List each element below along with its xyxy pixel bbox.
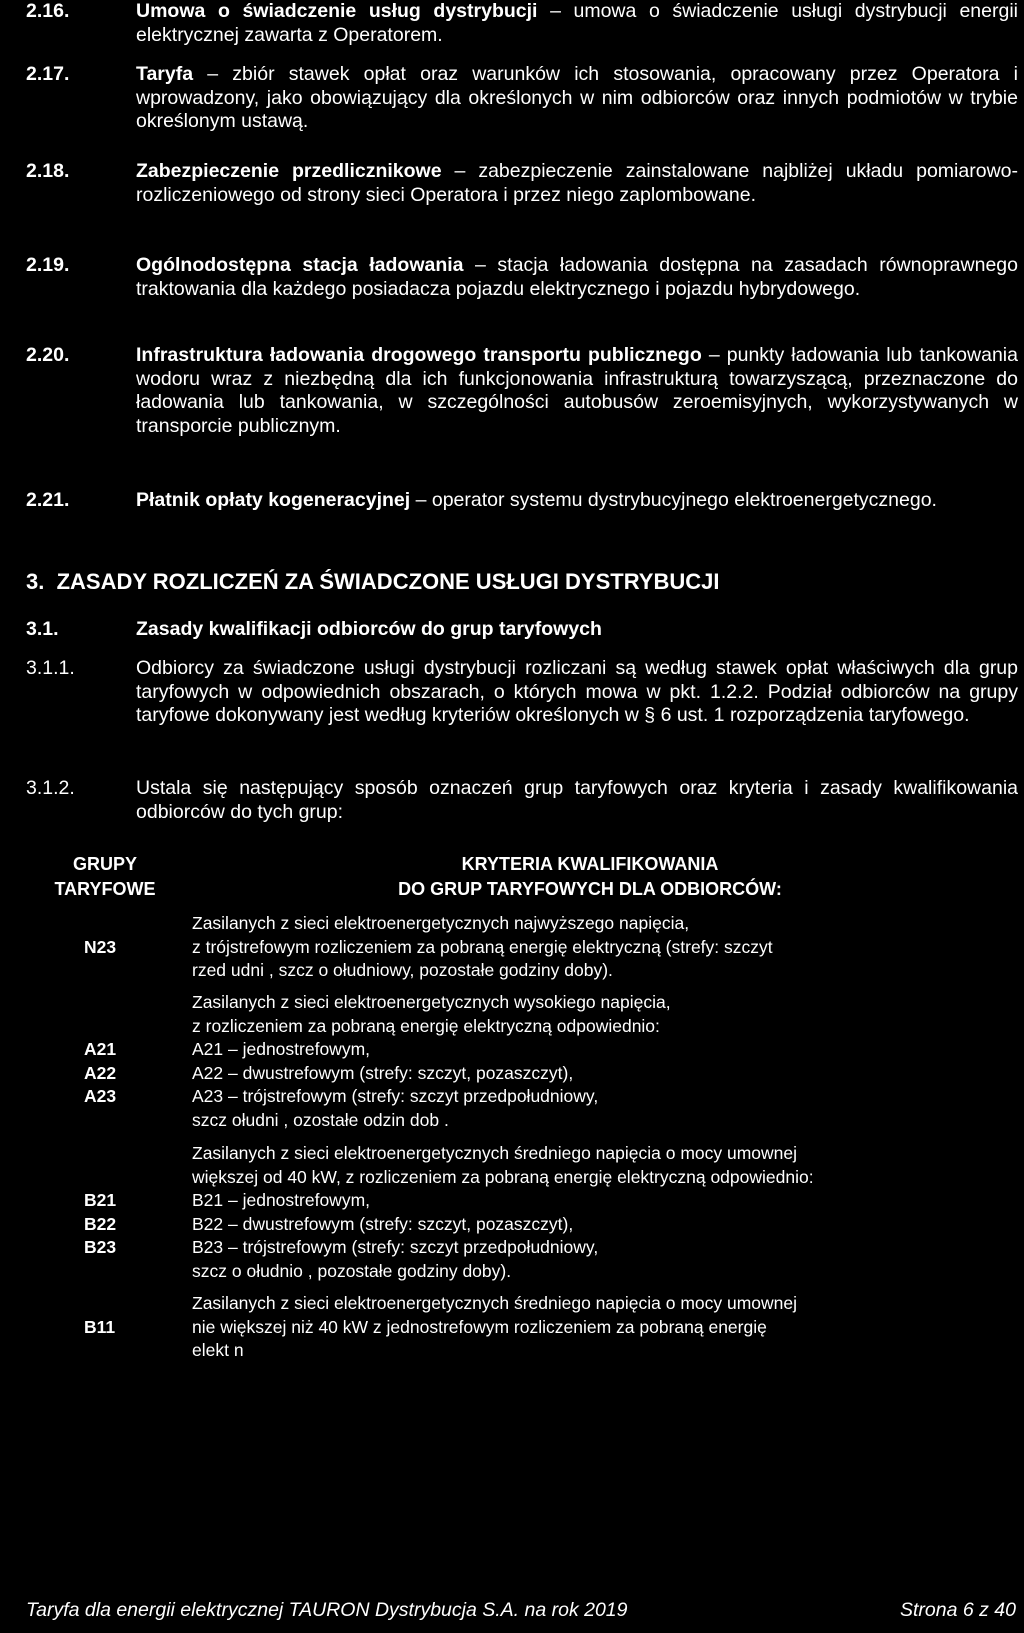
definition-body xyxy=(136,160,1018,207)
criteria-line: A21 – jednostrefowym, xyxy=(192,1039,371,1059)
table-header-criteria xyxy=(330,852,850,902)
header-line: DO GRUP TARYFOWYCH DLA ODBIORCÓW: xyxy=(398,879,782,899)
tariff-group-codes xyxy=(84,1316,134,1340)
criteria-text xyxy=(192,1142,1012,1283)
definition-number: 2.20. xyxy=(26,344,70,366)
criteria-line: z rozliczeniem za pobraną energię elektryczną odpowiednio: xyxy=(192,1015,660,1036)
subsection-number: 3.1. xyxy=(26,618,59,640)
paragraph-number: 3.1.2. xyxy=(26,777,75,799)
definition-number: 2.21. xyxy=(26,489,70,511)
criteria-line: elekt n xyxy=(192,1340,244,1360)
definition-body xyxy=(136,254,1018,301)
header-line: TARYFOWE xyxy=(54,879,156,899)
criteria-line: nie większej niż 40 kW z jednostrefowym rozliczeniem za pobraną energię xyxy=(192,1316,767,1337)
definition-text: – umowa o świadczenie usługi dystrybucji energii elektrycznej zawarta z Operatorem. xyxy=(136,0,1018,46)
criteria-line: z trójstrefowym rozliczeniem za pobraną energię elektryczną (strefy: szczyt xyxy=(192,936,773,957)
definition-number: 2.16. xyxy=(26,0,70,22)
criteria-text xyxy=(192,1292,1012,1363)
definition-term: Infrastruktura ładowania drogowego transportu publicznego xyxy=(136,344,702,366)
definition-number: 2.18. xyxy=(26,160,70,182)
tariff-code: B22 xyxy=(84,1213,117,1234)
section-number: 3. xyxy=(26,569,45,594)
definition-body xyxy=(136,63,1018,134)
tariff-code: A21 xyxy=(84,1039,117,1059)
criteria-line: rzed udni , szcz o ołudniowy, pozostałe godziny doby). xyxy=(192,960,613,980)
criteria-line: szcz o ołudnio , pozostałe godziny doby). xyxy=(192,1260,512,1281)
definition-text: – stacja ładowania dostępna na zasadach równoprawnego traktowania dla każdego posiadacza pojazdu elektrycznego i pojazdu hybrydowego. xyxy=(136,254,1018,300)
subsection-title: Zasady kwalifikacji odbiorców do grup taryfowych xyxy=(136,618,602,640)
criteria-line: A23 – trójstrefowym (strefy: szczyt przedpołudniowy, xyxy=(192,1086,599,1106)
definition-term: Płatnik opłaty kogeneracyjnej xyxy=(136,489,411,511)
criteria-text xyxy=(192,912,1012,983)
definition-body xyxy=(136,0,1018,47)
paragraph-text: Ustala się następujący sposób oznaczeń grup taryfowych oraz kryteria i zasady kwalifikowania odbiorców do tych grup: xyxy=(136,777,1018,823)
criteria-line: szcz ołudni , ozostałe odzin dob . xyxy=(192,1109,449,1130)
definition-body xyxy=(136,489,1018,513)
definition-body xyxy=(136,344,1018,438)
definition-text: – zbiór stawek opłat oraz warunków ich stosowania, opracowany przez Operatora i wprowadzony, jako obowiązujący dla określonych w nim odbiorców oraz innych podmiotów w trybie określonym ustawą. xyxy=(136,63,1018,132)
tariff-code: A23 xyxy=(84,1086,117,1106)
tariff-group-codes xyxy=(84,936,134,960)
definition-term: Taryfa xyxy=(136,63,194,85)
section-title: ZASADY ROZLICZEŃ ZA ŚWIADCZONE USŁUGI DYSTRYBUCJI xyxy=(56,569,720,594)
paragraph-number: 3.1.1. xyxy=(26,657,75,679)
criteria-text xyxy=(192,991,1012,1132)
criteria-line: Zasilanych z sieci elektroenergetycznych najwyższego napięcia, xyxy=(192,913,690,933)
footer-page-number: Strona 6 z 40 xyxy=(900,1599,1016,1621)
criteria-line: Zasilanych z sieci elektroenergetycznych wysokiego napięcia, xyxy=(192,992,671,1012)
definition-text: – operator systemu dystrybucyjnego elektroenergetycznego. xyxy=(410,489,937,511)
criteria-line: A22 – dwustrefowym (strefy: szczyt, pozaszczyt), xyxy=(192,1062,574,1083)
tariff-code: B23 xyxy=(84,1237,117,1257)
criteria-line: Zasilanych z sieci elektroenergetycznych średniego napięcia o mocy umownej xyxy=(192,1293,798,1313)
criteria-line: B22 – dwustrefowym (strefy: szczyt, pozaszczyt), xyxy=(192,1213,574,1234)
tariff-code: B11 xyxy=(84,1317,116,1337)
paragraph-text: Odbiorcy za świadczone usługi dystrybucji rozliczani są według stawek opłat właściwych dla grup taryfowych w odpowiednich obszarach, o których mowa w pkt. 1.2.2. Podział odbiorców na grupy taryfowe dokonywany jest według kryteriów określonych w § 6 ust. 1 rozporządzenia taryfowego. xyxy=(136,657,1018,726)
criteria-line: B23 – trójstrefowym (strefy: szczyt przedpołudniowy, xyxy=(192,1237,599,1257)
tariff-group-codes xyxy=(84,1038,134,1109)
header-line: GRUPY xyxy=(72,854,137,874)
definition-number: 2.17. xyxy=(26,63,70,85)
header-line: KRYTERIA KWALIFIKOWANIA xyxy=(461,854,719,874)
section-heading xyxy=(26,569,719,595)
criteria-line: B21 – jednostrefowym, xyxy=(192,1190,371,1210)
definition-term: Umowa o świadczenie usług dystrybucji xyxy=(136,0,538,22)
definition-text: – zabezpieczenie zainstalowane najbliżej układu pomiarowo-rozliczeniowego od strony sieci Operatora i przez niego zaplombowane. xyxy=(136,160,1018,206)
definition-text: – punkty ładowania lub tankowania wodoru wraz z niezbędną dla ich funkcjonowania infrastrukturą towarzyszącą, przeznaczone do ładowania lub tankowania, w szczególności autobusów zeroemisyjnych, wykorzystywanych w transporcie publicznym. xyxy=(136,344,1018,437)
table-header-groups xyxy=(30,852,180,902)
tariff-group-codes xyxy=(84,1189,134,1260)
definition-number: 2.19. xyxy=(26,254,70,276)
tariff-code: N23 xyxy=(84,937,117,957)
definition-term: Ogólnodostępna stacja ładowania xyxy=(136,254,464,276)
criteria-line: Zasilanych z sieci elektroenergetycznych średniego napięcia o mocy umownej xyxy=(192,1143,798,1163)
footer-document-title: Taryfa dla energii elektrycznej TAURON Dystrybucja S.A. na rok 2019 xyxy=(26,1599,628,1621)
tariff-code: B21 xyxy=(84,1190,117,1210)
tariff-code: A22 xyxy=(84,1062,117,1083)
criteria-line: większej od 40 kW, z rozliczeniem za pobraną energię elektryczną odpowiednio: xyxy=(192,1166,814,1187)
definition-term: Zabezpieczenie przedlicznikowe xyxy=(136,160,442,182)
